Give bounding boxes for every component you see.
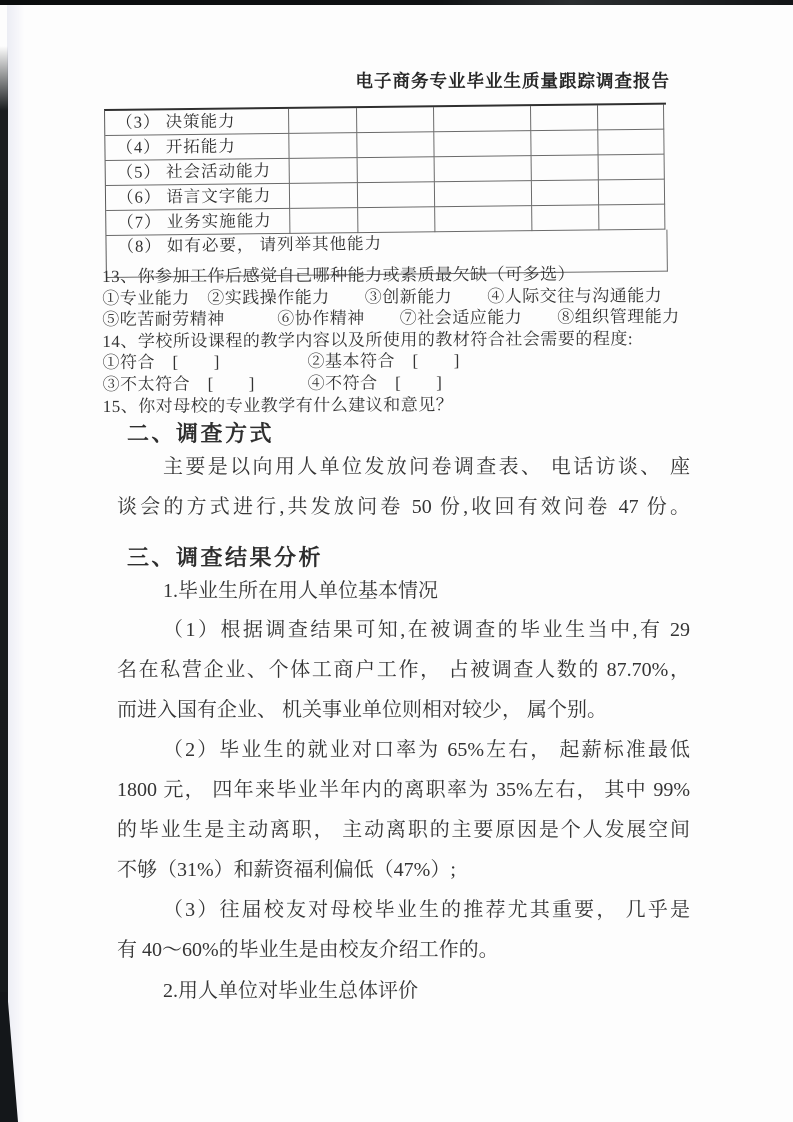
paragraph-line: 主要是以向用人单位发放问卷调查表、 电话访谈、 座 (163, 456, 690, 478)
paragraph-line: 谈会的方式进行,共发放问卷 50 份,收回有效问卷 47 份。 (117, 496, 690, 518)
question-13-options-line2: ⑤吃苦耐劳精神 ⑥协作精神 ⑦社会适应能力 ⑧组织管理能力 (102, 307, 680, 330)
question-13-options-line1: ①专业能力 ②实践操作能力 ③创新能力 ④人际交往与沟通能力 (102, 285, 663, 308)
section-3-subheading-1 (117, 571, 690, 611)
scan-left-soft-shadow (7, 5, 24, 1122)
scan-top-edge-shadow (0, 0, 793, 5)
section-3-paragraph-2 (117, 730, 690, 890)
table-cell-empty (599, 180, 665, 206)
paragraph-line: 名在私营企业、个体工商户工作， 占被调查人数的 87.70%， (117, 659, 690, 681)
table-cell-empty (289, 133, 357, 159)
paragraph-line: 有 40～60%的毕业生是由校友介绍工作的。 (117, 939, 499, 961)
table-cell-empty (598, 130, 664, 156)
table-cell-empty (357, 132, 434, 158)
document-header-title: 电子商务专业毕业生质量跟踪调查报告 (355, 71, 670, 91)
paragraph-line: （2）毕业生的就业对口率为 65%左右， 起薪标准最低 (163, 739, 690, 761)
scan-left-edge-shadow (0, 46, 8, 1122)
table-cell-empty (358, 157, 435, 183)
section-3-heading: 三、调查结果分析 (127, 545, 324, 570)
paragraph-line: （3）往届校友对母校毕业生的推荐尤其重要， 几乎是 (163, 899, 690, 921)
table-cell-empty (599, 205, 665, 231)
question-14-option-1: ①符合 [ ] (102, 352, 220, 373)
questionnaire-block (102, 263, 703, 417)
table-cell-empty (434, 106, 531, 132)
table-cell-empty (531, 130, 598, 156)
subheading-line: 1.毕业生所在用人单位基本情况 (163, 580, 438, 602)
table-cell-empty (435, 206, 532, 232)
table-cell-empty (289, 108, 357, 134)
section-3-subheading-2 (117, 971, 690, 1011)
question-14-option-4: ④不符合 [ ] (307, 373, 443, 393)
question-14-option-3: ③不太符合 [ ] (102, 374, 255, 394)
section-3-paragraph-1 (117, 610, 690, 730)
table-cell-empty (435, 156, 532, 182)
table-cell-empty (290, 208, 358, 234)
question-14-options-row2 (103, 371, 703, 396)
table-cell-empty (532, 180, 599, 206)
table-row-label: （5） 社会活动能力 (106, 159, 290, 186)
table-cell-empty (532, 205, 599, 231)
paragraph-line: 不够（31%）和薪资福利偏低（47%）; (117, 859, 456, 881)
table-cell-empty (599, 155, 665, 181)
question-13: 13、你参加工作后感觉自己哪种能力或素质最欠缺（可多选） (102, 264, 576, 286)
subheading-line: 2.用人单位对毕业生总体评价 (163, 980, 418, 1002)
paragraph-line: 1800 元， 四年来毕业半年内的离职率为 35%左右， 其中 99% (117, 779, 690, 801)
table-row-label: （6） 语言文字能力 (106, 184, 290, 211)
table-cell-empty (435, 181, 532, 207)
question-14-options-row1 (102, 349, 702, 374)
question-15: 15、你对母校的专业教学有什么建议和意见？ (102, 394, 454, 416)
section-2-heading: 二、调查方式 (127, 421, 275, 446)
paragraph-line: 的毕业生是主动离职， 主动离职的主要原因是个人发展空间 (117, 819, 690, 841)
table-row-label: （8） 如有必要， 请列举其他能力 (106, 230, 667, 278)
paragraph-line: （1）根据调查结果可知,在被调查的毕业生当中,有 29 (163, 619, 690, 641)
table-cell-empty (290, 183, 358, 209)
table-row-label: （4） 开拓能力 (105, 134, 289, 161)
ability-rating-table (104, 103, 668, 278)
paragraph-line: 而进入国有企业、 机关事业单位则相对较少， 属个别。 (117, 699, 607, 721)
question-14-option-2: ②基本符合 [ ] (307, 351, 460, 372)
table-cell-empty (290, 158, 358, 184)
table-row-label: （3） 决策能力 (105, 109, 289, 136)
table-cell-empty (434, 131, 531, 157)
table-cell-empty (358, 207, 435, 233)
table-row-label: （7） 业务实施能力 (106, 209, 290, 236)
table-cell-empty (598, 105, 664, 131)
table-cell-empty (531, 105, 598, 131)
question-14: 14、学校所设课程的教学内容以及所使用的教材符合社会需要的程度: (102, 329, 634, 351)
section-3-paragraph-3 (117, 890, 690, 970)
table-cell-empty (358, 182, 435, 208)
table-cell-empty (357, 107, 434, 133)
section-2-paragraph (117, 447, 690, 527)
table-cell-empty (532, 155, 599, 181)
